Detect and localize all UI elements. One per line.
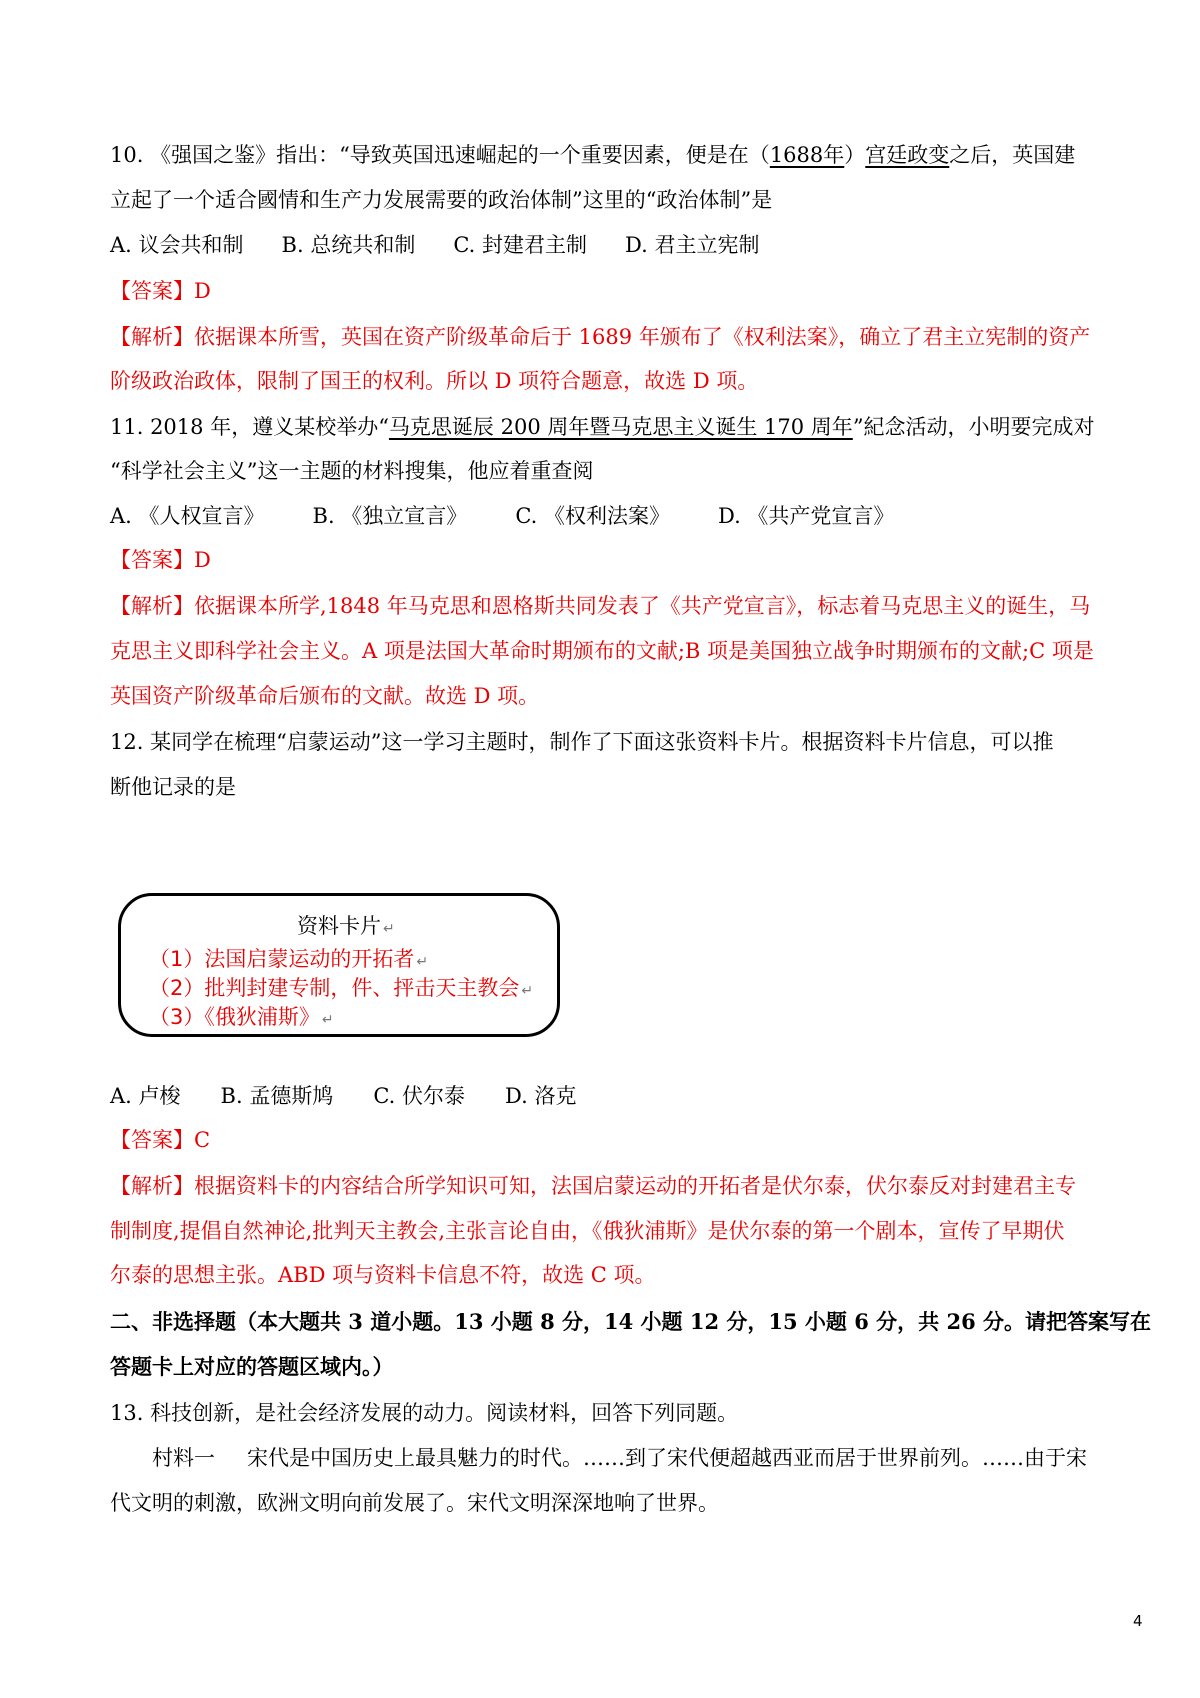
q10-option-a: A. 议会共和制: [110, 233, 244, 257]
q13-stem: 13. 科技创新，是社会经济发展的动力。阅读材料，回答下列同题。: [110, 1401, 739, 1425]
q11-answer: [110, 545, 211, 575]
q12-analysis-line2: 制制度,提倡自然神论,批判天主教会,主张言论自由，《俄狄浦斯》是伏尔泰的第一个剧本，宣传了早期伏: [110, 1219, 1065, 1243]
return-mark: ↵: [383, 921, 395, 937]
card-title: [297, 910, 395, 940]
analysis-label: 【解析】: [110, 594, 194, 618]
analysis-label: 【解析】: [110, 1174, 194, 1198]
material-text: 宋代是中国历史上最具魅力的时代。……到了宋代便超越西亚而居于世界前列。……由于宋: [247, 1446, 1087, 1470]
section2-heading-line2: 答题卡上对应的答题区域内。）: [110, 1354, 394, 1379]
q11-stem-line1: [110, 412, 1095, 442]
q11-underlined-event: 马克思诞辰 200 周年暨马克思主义诞生 170 周年: [388, 415, 853, 439]
card-item-3: [149, 1001, 334, 1031]
q10-answer: [110, 276, 211, 306]
q11-stem-tail: ”紀念活动，小明要完成对: [852, 415, 1095, 439]
q10-options: [110, 230, 759, 260]
q10-paren: ）: [844, 143, 866, 167]
q10-stem-text: 10. 《强国之鉴》指出：“导致英国迅速崛起的一个重要因素，便是在（: [110, 143, 770, 167]
answer-label: 【答案】: [110, 279, 194, 303]
q12-option-c: C. 伏尔泰: [373, 1084, 465, 1108]
q12-option-b: B. 孟德斯鸠: [220, 1084, 334, 1108]
q10-option-b: B. 总统共和制: [281, 233, 416, 257]
q12-answer: [110, 1125, 210, 1155]
q13-material1-line2: 代文明的刺激，欧洲文明向前发展了。宋代文明深深地响了世界。: [110, 1491, 719, 1515]
q11-stem-line2: “科学社会主义”这一主题的材料搜集，他应着重查阅: [110, 459, 594, 483]
q12-stem-line2: 断他记录的是: [110, 775, 236, 799]
q12-option-d: D. 洛克: [505, 1084, 577, 1108]
analysis-text: 根据资料卡的内容结合所学知识可知，法国启蒙运动的开拓者是伏尔泰，伏尔泰反对封建君主专: [194, 1174, 1076, 1198]
section2-heading-line1: 二、非选择题（本大题共 3 道小题。13 小题 8 分，14 小题 12 分，15 小题 6 分，共 26 分。请把答案写在: [110, 1309, 1151, 1334]
answer-value: D: [194, 279, 211, 303]
q12-analysis-line3: 尔泰的思想主张。ABD 项与资料卡信息不符，故选 C 项。: [110, 1263, 656, 1287]
answer-label: 【答案】: [110, 548, 194, 572]
q11-analysis-line1: [110, 591, 1090, 621]
return-mark: ↵: [321, 1012, 334, 1028]
q10-stem-line1: [110, 140, 1075, 170]
q11-options: [110, 501, 894, 531]
material-label: 村料一: [152, 1446, 215, 1470]
q12-analysis-line1: [110, 1171, 1076, 1201]
card-item-1: [149, 943, 428, 973]
q12-options: [110, 1081, 576, 1111]
q10-option-c: C. 封建君主制: [453, 233, 587, 257]
q10-option-d: D. 君主立宪制: [625, 233, 760, 257]
q10-analysis-line1: [110, 322, 1090, 352]
q13-material1-line1: [152, 1443, 1087, 1473]
card-item-text: （1）法国启蒙运动的开拓者: [149, 947, 415, 971]
analysis-text: 依据课本所学,1848 年马克思和恩格斯共同发表了《共产党宣言》，标志着马克思主义的诞生，马: [194, 594, 1091, 618]
q10-analysis-line2: 阶级政治政体，限制了国王的权利。所以 D 项符合题意，故选 D 项。: [110, 369, 759, 393]
card-item-text: （2）批判封建专制，件、抨击天主教会: [149, 976, 520, 1000]
q12-option-a: A. 卢梭: [110, 1084, 181, 1108]
q11-analysis-line2: 克思主义即科学社会主义。A 项是法国大革命时期颁布的文献;B 项是美国独立战争时期颁布的文献;C 项是: [110, 639, 1094, 663]
q11-option-c: C. 《权利法案》: [515, 504, 670, 528]
q11-analysis-line3: 英国资产阶级革命后颁布的文献。故选 D 项。: [110, 684, 540, 708]
q10-underlined-year: 1688年: [769, 143, 845, 167]
q10-stem-line2: 立起了一个适合國情和生产力发展需要的政治体制”这里的“政治体制”是: [110, 188, 773, 212]
q12-stem-line1: 12. 某同学在梳理“启蒙运动”这一学习主题时，制作了下面这张资料卡片。根据资料卡片信息，可以推: [110, 730, 1054, 754]
answer-value: D: [194, 548, 211, 572]
q11-stem-text: 11. 2018 年，遵义某校举办“: [110, 415, 389, 439]
return-mark: ↵: [416, 954, 429, 970]
answer-value: C: [194, 1128, 211, 1152]
q10-underlined-event: 宫廷政变: [865, 143, 950, 167]
q11-option-d: D. 《共产党宣言》: [717, 504, 895, 528]
info-card: [118, 893, 560, 1037]
analysis-text: 依据课本所雪，英国在资产阶级革命后于 1689 年颁布了《权利法案》，确立了君主立宪制的资产: [194, 325, 1091, 349]
answer-label: 【答案】: [110, 1128, 194, 1152]
analysis-label: 【解析】: [110, 325, 194, 349]
q11-option-a: A. 《人权宣言》: [110, 504, 265, 528]
q11-option-b: B. 《独立宣言》: [312, 504, 468, 528]
card-item-2: [149, 972, 533, 1002]
page-number: 4: [1133, 1612, 1143, 1630]
card-title-text: 资料卡片: [297, 914, 381, 938]
q10-stem-tail: 之后，英国建: [949, 143, 1076, 167]
card-item-text: （3）《俄狄浦斯》: [149, 1005, 320, 1029]
return-mark: ↵: [521, 983, 534, 999]
